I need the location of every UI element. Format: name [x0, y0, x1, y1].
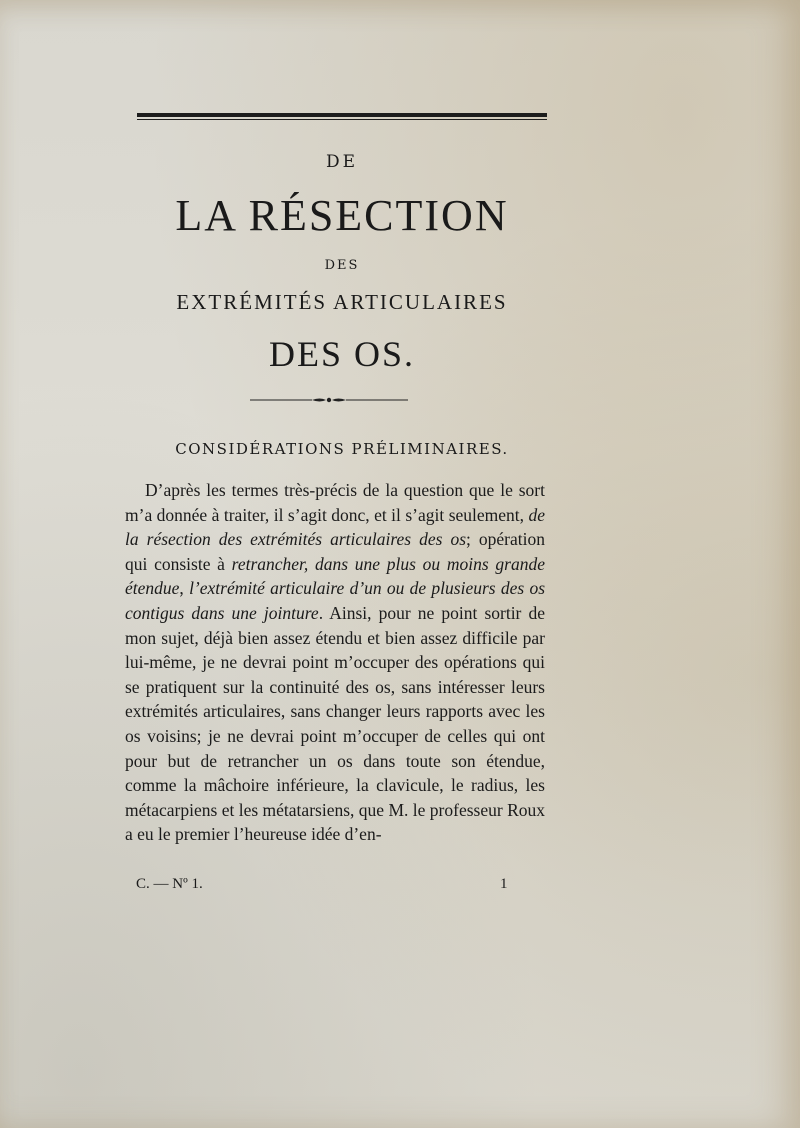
signature-mark: C. — Nº 1. [136, 876, 203, 892]
top-rule-thin [137, 119, 547, 120]
text-run: , [179, 578, 190, 599]
text-run: ; opération qui consiste à [125, 529, 545, 574]
section-heading: CONSIDÉRATIONS PRÉLIMINAIRES. [175, 440, 509, 458]
title-connector: DES [324, 258, 360, 273]
text-run: D’après les termes très-précis de la question que le sort m’a donnée à traiter, il s’agit donc, et il s’agit seulement, [125, 480, 545, 525]
text-run: . Ainsi, pour ne point sortir de mon sujet, déjà bien assez étendu et bien assez difficile par lui-même, je ne devrai point m’occuper des opérations qui se pratiquent sur la continuité des os, sans intéresser leurs extrémités articulaires, sans changer leurs rapports avec les os voisins; je ne devrai point m’occuper de celles qui ont pour but de retrancher un os dans toute son étendue, comme la mâchoire inférieure, la clavicule, le radius, les métacarpiens et les métatarsiens, que M. le professeur Roux a eu le premier l’heureuse idée d’en- [125, 602, 545, 845]
top-rule-thick [137, 113, 547, 117]
body-text [125, 478, 545, 847]
top-rule [137, 113, 547, 120]
ornamental-divider [250, 394, 408, 406]
italic-run: retrancher, dans une plus ou moins grande étendue [125, 553, 545, 599]
italic-run: de la résection des extrémités articulaires des os [125, 504, 545, 550]
italic-run: l’extrémité articulaire d’un ou de plusieurs des os contigus dans une jointure [125, 578, 546, 623]
page-number: 1 [500, 876, 508, 892]
pretitle: DE [325, 152, 359, 172]
title-subject: DES OS. [268, 334, 416, 374]
page-title: LA RÉSECTION [175, 191, 509, 240]
body-paragraph [125, 478, 545, 847]
page-subtitle: EXTRÉMITÉS ARTICULAIRES [176, 290, 508, 314]
